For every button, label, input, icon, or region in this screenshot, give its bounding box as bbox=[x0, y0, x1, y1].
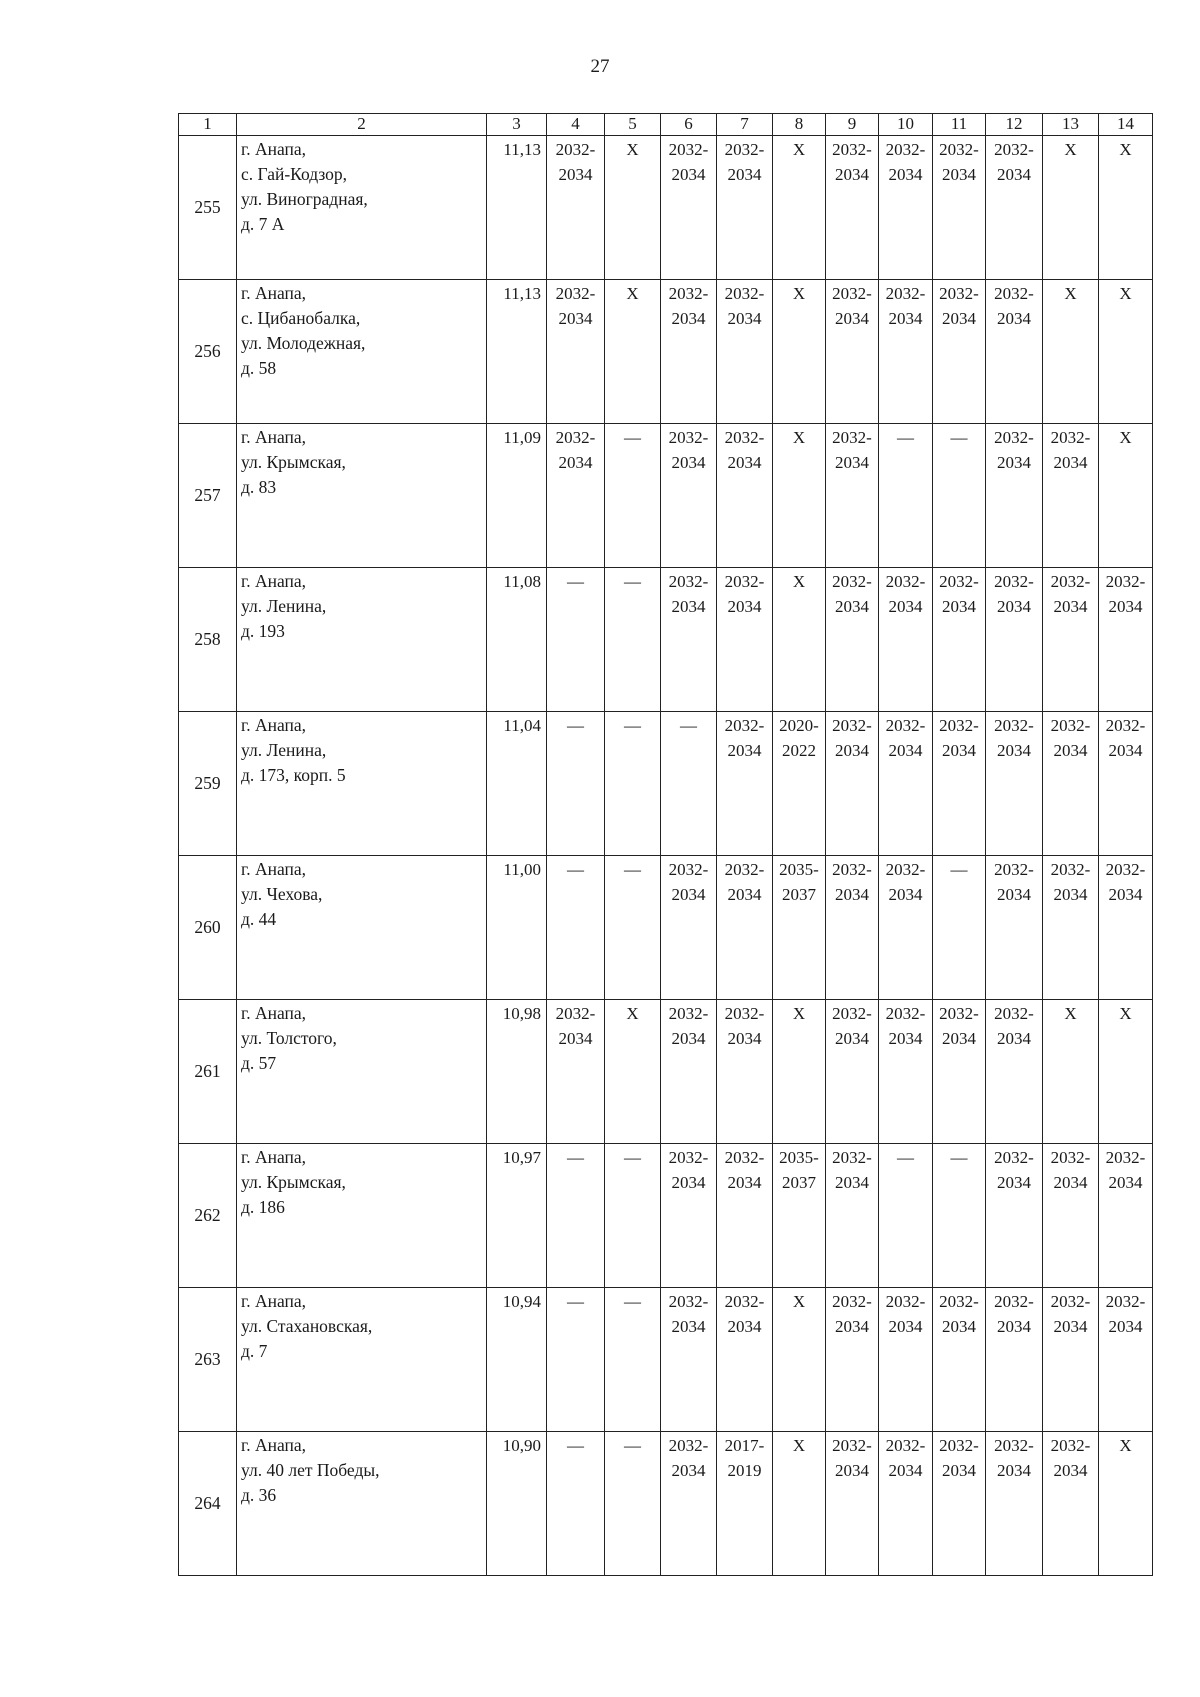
address-cell bbox=[237, 1144, 487, 1288]
period-cell-col-6: 2032- 2034 bbox=[661, 136, 717, 280]
address-cell bbox=[237, 856, 487, 1000]
address-cell bbox=[237, 280, 487, 424]
table-row bbox=[179, 1288, 1153, 1432]
period-cell-col-7: 2032- 2034 bbox=[717, 424, 773, 568]
address-line: с. Гай-Кодзор, bbox=[241, 164, 348, 184]
period-cell-col-12: 2032- 2034 bbox=[986, 1000, 1043, 1144]
period-cell-col-9: 2032- 2034 bbox=[826, 1000, 879, 1144]
column-header-5: 5 bbox=[605, 114, 661, 136]
period-cell-col-4: — bbox=[547, 1432, 605, 1576]
column-header-14: 14 bbox=[1099, 114, 1153, 136]
period-cell-col-11: — bbox=[933, 856, 986, 1000]
period-cell-col-7: 2032- 2034 bbox=[717, 1000, 773, 1144]
address-line: г. Анапа, bbox=[241, 1147, 307, 1167]
table-row bbox=[179, 280, 1153, 424]
period-cell-col-14: X bbox=[1099, 280, 1153, 424]
index-cell: 11,13 bbox=[487, 280, 547, 424]
period-cell-col-9: 2032- 2034 bbox=[826, 856, 879, 1000]
column-header-11: 11 bbox=[933, 114, 986, 136]
address-line: д. 83 bbox=[241, 477, 277, 497]
address-cell bbox=[237, 424, 487, 568]
period-cell-col-8: X bbox=[773, 424, 826, 568]
row-number: 257 bbox=[179, 424, 237, 568]
address-line: д. 36 bbox=[241, 1485, 277, 1505]
period-cell-col-12: 2032- 2034 bbox=[986, 856, 1043, 1000]
period-cell-col-10: 2032- 2034 bbox=[879, 856, 933, 1000]
address-cell bbox=[237, 1288, 487, 1432]
period-cell-col-10: — bbox=[879, 1144, 933, 1288]
period-cell-col-14: 2032- 2034 bbox=[1099, 1288, 1153, 1432]
period-cell-col-13: 2032- 2034 bbox=[1043, 1288, 1099, 1432]
index-cell: 10,90 bbox=[487, 1432, 547, 1576]
period-cell-col-5: — bbox=[605, 712, 661, 856]
index-cell: 11,08 bbox=[487, 568, 547, 712]
address-line: г. Анапа, bbox=[241, 571, 307, 591]
column-header-1: 1 bbox=[179, 114, 237, 136]
address-line: г. Анапа, bbox=[241, 715, 307, 735]
table-row bbox=[179, 424, 1153, 568]
period-cell-col-12: 2032- 2034 bbox=[986, 568, 1043, 712]
period-cell-col-10: 2032- 2034 bbox=[879, 1288, 933, 1432]
address-line: д. 7 А bbox=[241, 214, 285, 234]
period-cell-col-13: 2032- 2034 bbox=[1043, 424, 1099, 568]
period-cell-col-6: 2032- 2034 bbox=[661, 856, 717, 1000]
index-cell: 11,09 bbox=[487, 424, 547, 568]
period-cell-col-6: 2032- 2034 bbox=[661, 1000, 717, 1144]
period-cell-col-9: 2032- 2034 bbox=[826, 1144, 879, 1288]
address-line: г. Анапа, bbox=[241, 1003, 307, 1023]
period-cell-col-11: 2032- 2034 bbox=[933, 280, 986, 424]
period-cell-col-8: 2035- 2037 bbox=[773, 1144, 826, 1288]
row-number: 255 bbox=[179, 136, 237, 280]
period-cell-col-5: — bbox=[605, 568, 661, 712]
period-cell-col-7: 2032- 2034 bbox=[717, 280, 773, 424]
period-cell-col-8: X bbox=[773, 280, 826, 424]
address-line: д. 44 bbox=[241, 909, 277, 929]
period-cell-col-5: — bbox=[605, 1288, 661, 1432]
address-line: ул. Ленина, bbox=[241, 596, 327, 616]
address-line: ул. Виноградная, bbox=[241, 189, 368, 209]
period-cell-col-11: — bbox=[933, 424, 986, 568]
period-cell-col-13: 2032- 2034 bbox=[1043, 856, 1099, 1000]
index-cell: 11,13 bbox=[487, 136, 547, 280]
column-header-3: 3 bbox=[487, 114, 547, 136]
period-cell-col-5: — bbox=[605, 1432, 661, 1576]
period-cell-col-6: 2032- 2034 bbox=[661, 424, 717, 568]
address-line: г. Анапа, bbox=[241, 427, 307, 447]
period-cell-col-13: 2032- 2034 bbox=[1043, 712, 1099, 856]
period-cell-col-14: X bbox=[1099, 1432, 1153, 1576]
table-body bbox=[179, 114, 1153, 1576]
period-cell-col-4: — bbox=[547, 856, 605, 1000]
table-row bbox=[179, 568, 1153, 712]
address-line: д. 58 bbox=[241, 358, 277, 378]
period-cell-col-14: 2032- 2034 bbox=[1099, 712, 1153, 856]
row-number: 258 bbox=[179, 568, 237, 712]
address-line: г. Анапа, bbox=[241, 859, 307, 879]
period-cell-col-9: 2032- 2034 bbox=[826, 712, 879, 856]
period-cell-col-8: X bbox=[773, 1000, 826, 1144]
register-table bbox=[178, 113, 1153, 1576]
period-cell-col-9: 2032- 2034 bbox=[826, 1288, 879, 1432]
address-cell bbox=[237, 1432, 487, 1576]
table-row bbox=[179, 1000, 1153, 1144]
period-cell-col-7: 2017- 2019 bbox=[717, 1432, 773, 1576]
period-cell-col-4: 2032- 2034 bbox=[547, 424, 605, 568]
period-cell-col-7: 2032- 2034 bbox=[717, 1288, 773, 1432]
period-cell-col-10: 2032- 2034 bbox=[879, 1432, 933, 1576]
period-cell-col-6: 2032- 2034 bbox=[661, 280, 717, 424]
address-line: ул. Толстого, bbox=[241, 1028, 337, 1048]
column-header-9: 9 bbox=[826, 114, 879, 136]
period-cell-col-6: 2032- 2034 bbox=[661, 1432, 717, 1576]
column-header-6: 6 bbox=[661, 114, 717, 136]
table-row bbox=[179, 1144, 1153, 1288]
period-cell-col-13: X bbox=[1043, 280, 1099, 424]
address-cell bbox=[237, 568, 487, 712]
period-cell-col-8: X bbox=[773, 1288, 826, 1432]
period-cell-col-9: 2032- 2034 bbox=[826, 136, 879, 280]
period-cell-col-5: — bbox=[605, 856, 661, 1000]
period-cell-col-12: 2032- 2034 bbox=[986, 1432, 1043, 1576]
row-number: 259 bbox=[179, 712, 237, 856]
period-cell-col-4: — bbox=[547, 1144, 605, 1288]
period-cell-col-8: 2020- 2022 bbox=[773, 712, 826, 856]
address-line: ул. Молодежная, bbox=[241, 333, 366, 353]
period-cell-col-12: 2032- 2034 bbox=[986, 280, 1043, 424]
index-cell: 11,04 bbox=[487, 712, 547, 856]
address-line: д. 57 bbox=[241, 1053, 277, 1073]
period-cell-col-6: 2032- 2034 bbox=[661, 1288, 717, 1432]
period-cell-col-12: 2032- 2034 bbox=[986, 136, 1043, 280]
address-cell bbox=[237, 136, 487, 280]
period-cell-col-5: X bbox=[605, 136, 661, 280]
address-line: г. Анапа, bbox=[241, 139, 307, 159]
table-row bbox=[179, 712, 1153, 856]
period-cell-col-12: 2032- 2034 bbox=[986, 1144, 1043, 1288]
address-cell bbox=[237, 712, 487, 856]
address-line: ул. Ленина, bbox=[241, 740, 327, 760]
period-cell-col-7: 2032- 2034 bbox=[717, 712, 773, 856]
column-header-7: 7 bbox=[717, 114, 773, 136]
period-cell-col-14: 2032- 2034 bbox=[1099, 568, 1153, 712]
index-cell: 10,98 bbox=[487, 1000, 547, 1144]
column-header-8: 8 bbox=[773, 114, 826, 136]
column-header-13: 13 bbox=[1043, 114, 1099, 136]
address-line: ул. Чехова, bbox=[241, 884, 323, 904]
header-row bbox=[179, 114, 1153, 136]
table-row bbox=[179, 856, 1153, 1000]
period-cell-col-14: X bbox=[1099, 1000, 1153, 1144]
period-cell-col-11: 2032- 2034 bbox=[933, 1288, 986, 1432]
period-cell-col-10: 2032- 2034 bbox=[879, 712, 933, 856]
page-number: 27 bbox=[590, 56, 610, 77]
column-header-12: 12 bbox=[986, 114, 1043, 136]
column-header-2: 2 bbox=[237, 114, 487, 136]
address-line: г. Анапа, bbox=[241, 1291, 307, 1311]
period-cell-col-4: — bbox=[547, 712, 605, 856]
column-header-4: 4 bbox=[547, 114, 605, 136]
row-number: 262 bbox=[179, 1144, 237, 1288]
period-cell-col-11: 2032- 2034 bbox=[933, 712, 986, 856]
address-line: д. 186 bbox=[241, 1197, 285, 1217]
period-cell-col-7: 2032- 2034 bbox=[717, 568, 773, 712]
period-cell-col-7: 2032- 2034 bbox=[717, 136, 773, 280]
address-line: ул. Стахановская, bbox=[241, 1316, 373, 1336]
period-cell-col-14: 2032- 2034 bbox=[1099, 1144, 1153, 1288]
period-cell-col-12: 2032- 2034 bbox=[986, 712, 1043, 856]
table-row bbox=[179, 1432, 1153, 1576]
period-cell-col-13: 2032- 2034 bbox=[1043, 568, 1099, 712]
address-line: г. Анапа, bbox=[241, 283, 307, 303]
period-cell-col-4: — bbox=[547, 568, 605, 712]
address-line: ул. Крымская, bbox=[241, 1172, 346, 1192]
period-cell-col-4: — bbox=[547, 1288, 605, 1432]
address-line: г. Анапа, bbox=[241, 1435, 307, 1455]
period-cell-col-8: X bbox=[773, 1432, 826, 1576]
address-line: д. 7 bbox=[241, 1341, 268, 1361]
row-number: 260 bbox=[179, 856, 237, 1000]
address-line: д. 173, корп. 5 bbox=[241, 765, 346, 785]
period-cell-col-9: 2032- 2034 bbox=[826, 1432, 879, 1576]
address-cell bbox=[237, 1000, 487, 1144]
period-cell-col-13: X bbox=[1043, 1000, 1099, 1144]
period-cell-col-9: 2032- 2034 bbox=[826, 424, 879, 568]
period-cell-col-11: 2032- 2034 bbox=[933, 1000, 986, 1144]
period-cell-col-5: X bbox=[605, 1000, 661, 1144]
period-cell-col-5: — bbox=[605, 424, 661, 568]
address-line: ул. 40 лет Победы, bbox=[241, 1460, 380, 1480]
period-cell-col-13: X bbox=[1043, 136, 1099, 280]
period-cell-col-6: — bbox=[661, 712, 717, 856]
period-cell-col-8: 2035- 2037 bbox=[773, 856, 826, 1000]
index-cell: 10,97 bbox=[487, 1144, 547, 1288]
period-cell-col-11: 2032- 2034 bbox=[933, 568, 986, 712]
period-cell-col-8: X bbox=[773, 136, 826, 280]
index-cell: 10,94 bbox=[487, 1288, 547, 1432]
period-cell-col-7: 2032- 2034 bbox=[717, 1144, 773, 1288]
table-row bbox=[179, 136, 1153, 280]
column-header-10: 10 bbox=[879, 114, 933, 136]
period-cell-col-10: 2032- 2034 bbox=[879, 136, 933, 280]
period-cell-col-6: 2032- 2034 bbox=[661, 568, 717, 712]
period-cell-col-14: 2032- 2034 bbox=[1099, 856, 1153, 1000]
period-cell-col-4: 2032- 2034 bbox=[547, 136, 605, 280]
period-cell-col-11: — bbox=[933, 1144, 986, 1288]
period-cell-col-11: 2032- 2034 bbox=[933, 1432, 986, 1576]
period-cell-col-10: 2032- 2034 bbox=[879, 1000, 933, 1144]
address-line: ул. Крымская, bbox=[241, 452, 346, 472]
index-cell: 11,00 bbox=[487, 856, 547, 1000]
period-cell-col-9: 2032- 2034 bbox=[826, 568, 879, 712]
row-number: 264 bbox=[179, 1432, 237, 1576]
period-cell-col-4: 2032- 2034 bbox=[547, 280, 605, 424]
period-cell-col-5: X bbox=[605, 280, 661, 424]
row-number: 263 bbox=[179, 1288, 237, 1432]
address-line: д. 193 bbox=[241, 621, 285, 641]
period-cell-col-10: 2032- 2034 bbox=[879, 568, 933, 712]
period-cell-col-14: X bbox=[1099, 424, 1153, 568]
period-cell-col-10: — bbox=[879, 424, 933, 568]
row-number: 256 bbox=[179, 280, 237, 424]
period-cell-col-13: 2032- 2034 bbox=[1043, 1144, 1099, 1288]
period-cell-col-6: 2032- 2034 bbox=[661, 1144, 717, 1288]
period-cell-col-8: X bbox=[773, 568, 826, 712]
period-cell-col-12: 2032- 2034 bbox=[986, 424, 1043, 568]
period-cell-col-14: X bbox=[1099, 136, 1153, 280]
period-cell-col-10: 2032- 2034 bbox=[879, 280, 933, 424]
period-cell-col-12: 2032- 2034 bbox=[986, 1288, 1043, 1432]
period-cell-col-9: 2032- 2034 bbox=[826, 280, 879, 424]
period-cell-col-11: 2032- 2034 bbox=[933, 136, 986, 280]
period-cell-col-4: 2032- 2034 bbox=[547, 1000, 605, 1144]
row-number: 261 bbox=[179, 1000, 237, 1144]
period-cell-col-13: 2032- 2034 bbox=[1043, 1432, 1099, 1576]
period-cell-col-7: 2032- 2034 bbox=[717, 856, 773, 1000]
period-cell-col-5: — bbox=[605, 1144, 661, 1288]
address-line: с. Цибанобалка, bbox=[241, 308, 361, 328]
